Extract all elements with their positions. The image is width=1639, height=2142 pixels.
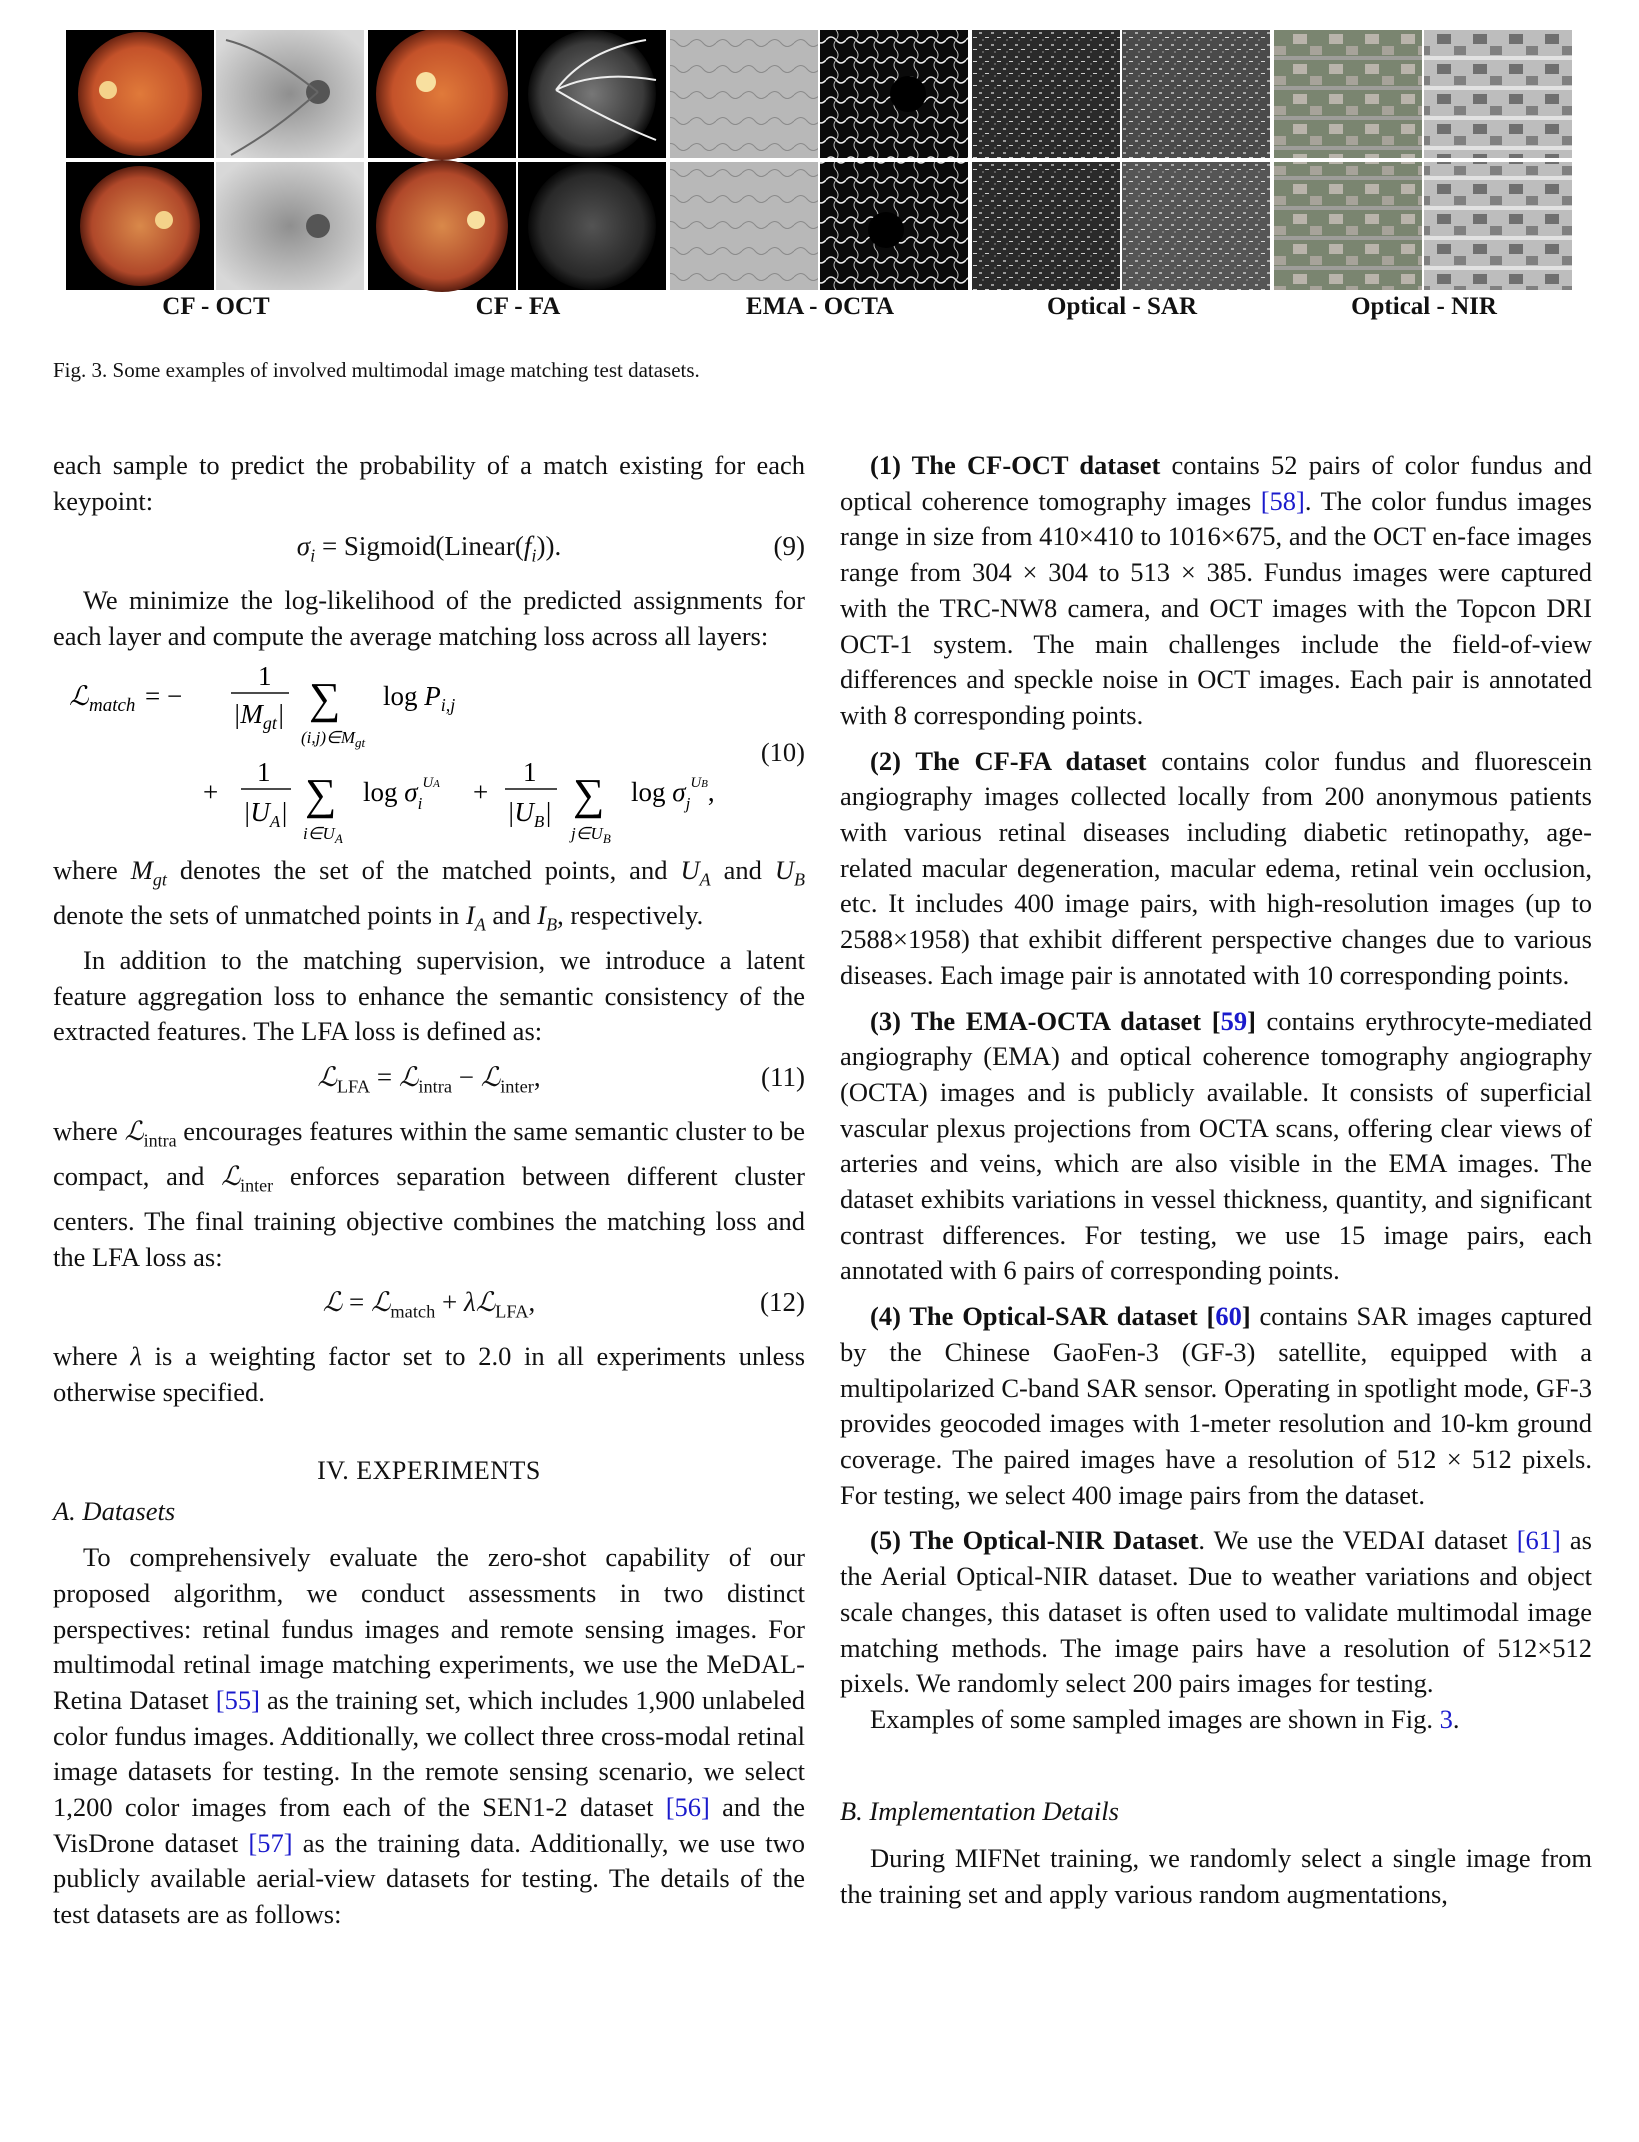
cf-fa-row1	[368, 30, 666, 160]
svg-text:log σiUA: $\log \sigma_i^{UA}$	[363, 774, 440, 813]
figure-3	[66, 30, 1576, 292]
ema-octa-row1	[670, 30, 968, 158]
paragraph: Examples of some sampled images are shown in Fig. 3.	[870, 1703, 1460, 1734]
citation-link[interactable]: [57]	[248, 1827, 293, 1858]
subsection-heading: A. Datasets	[53, 1496, 176, 1527]
equation-number: (11)	[761, 1061, 805, 1092]
paragraph: In addition to the matching supervision, we introduce a latent feature aggregation loss to enhance the semantic consistency of the extracted features. The LFA loss is defined as:	[53, 944, 805, 1047]
paragraph: We minimize the log-likelihood of the predicted assignments for each layer and compute the average matching loss across all layers:	[53, 585, 805, 652]
svg-text:j∈UB: $j\in U_B$	[571, 823, 611, 846]
paragraph: where $M_{gt}$ denotes the set of the matched points, and $U_A$ and $U_B$ denote the sets of unmatched points in $I_A$ and $I_B$, respectively.	[53, 854, 806, 935]
citation-link[interactable]: [55]	[215, 1684, 260, 1715]
svg-text:= −: = −	[145, 680, 183, 711]
paragraph: where ℒ$_{intra}$ encourages features within the same semantic cluster to be compact, and ℒ$_{inter}$ enforces separation between different cluster centers. The final training objective combines the matching loss and the LFA loss as:	[53, 1115, 806, 1272]
svg-text:|Mgt|: $|M_{gt}|$	[233, 698, 285, 733]
svg-text:log Pi,j: $\log P_{i,j}$	[383, 680, 456, 715]
paragraph: (3) The EMA-OCTA dataset [59] contains erythrocyte-mediated angiography (EMA) and optical coherence tomography angiography (OCTA) images and is publicly available. It consists of superficial vascular plexus projections from OCTA scans, offering clear views of arteries and veins, which are also visible in the EMA images. The dataset exhibits variations in vessel thickness, quantity, and significant contrast differences. For testing, we use 15 image pairs, each annotated with 6 pairs of corresponding points.	[840, 1005, 1593, 1286]
figure-label-cf-oct: CF - OCT	[162, 293, 270, 320]
equation-11: ℒ$_{LFA}$ = ℒ$_{intra}$ − ℒ$_{inter}$, (11)	[317, 1061, 805, 1097]
svg-text:1: 1	[258, 662, 272, 691]
svg-text:+: +	[203, 776, 219, 807]
optical-sar-row1	[972, 30, 1270, 158]
svg-text:∑: ∑	[309, 673, 341, 723]
svg-text:1: 1	[523, 756, 537, 787]
optical-nir-row1	[1274, 30, 1572, 158]
ema-octa-row2	[670, 162, 968, 290]
svg-text:1: 1	[257, 756, 271, 787]
citation-link[interactable]: [61]	[1516, 1525, 1561, 1556]
figure-label-optical-nir: Optical - NIR	[1351, 293, 1497, 320]
optical-sar-row2	[972, 162, 1270, 290]
svg-text:ℒ: ℒ	[69, 680, 89, 711]
svg-text:i∈UA: $i\in U_A$	[303, 823, 343, 846]
citation-link[interactable]: 60	[1215, 1301, 1242, 1332]
paragraph: (5) The Optical-NIR Dataset. We use the VEDAI dataset [61] as the Aerial Optical-NIR dataset. Due to weather variations and object scale changes, this dataset is often used to validate multimodal image matching methods. The image pairs have a resolution of 512×512 pixels. We randomly select 200 pairs images for testing.	[840, 1525, 1592, 1699]
equation-number: (10)	[760, 736, 805, 767]
svg-text:∑: ∑	[573, 769, 605, 819]
cf-oct-row1	[66, 30, 364, 158]
paragraph: each sample to predict the probability of a match existing for each keypoint:	[53, 450, 805, 516]
right-column	[840, 448, 1592, 1913]
subsection-heading: B. Implementation Details	[840, 1795, 1119, 1826]
svg-text:+: +	[473, 776, 489, 807]
figure-caption: Fig. 3. Some examples of involved multimodal image matching test datasets.	[53, 358, 700, 382]
citation-link[interactable]: 59	[1220, 1005, 1248, 1036]
svg-text:match: match	[89, 694, 136, 716]
figure-image-grid	[66, 30, 1576, 292]
cf-oct-row2	[66, 162, 364, 290]
figure-label-optical-sar: Optical - SAR	[1047, 293, 1197, 320]
paragraph: (1) The CF-OCT dataset contains 52 pairs of color fundus and optical coherence tomography images [58]. The color fundus images range in size from 410×410 to 1016×675, and the OCT en-face images range from 304 × 304 to 513 × 385. Fundus images were captured with the TRC-NW8 camera, and OCT images with the Topcon DRI OCT-1 system. The main challenges include the field-of-view differences and speckle noise in OCT images. Each pair is annotated with 8 corresponding points.	[840, 450, 1593, 730]
paragraph: where λ is a weighting factor set to 2.0 in all experiments unless otherwise specified.	[53, 1341, 806, 1408]
optical-nir-row2	[1274, 162, 1572, 290]
paragraph: During MIFNet training, we randomly select a single image from the training set and apply various random augmentations,	[840, 1843, 1592, 1910]
equation-9: $\sigma_i$ = $Sigmoid(Linear(f_i))$. (9)	[296, 531, 805, 566]
figure-ref-link[interactable]: 3	[1439, 1703, 1453, 1734]
citation-link[interactable]: [56]	[665, 1792, 710, 1823]
paragraph: To comprehensively evaluate the zero-shot capability of our proposed algorithm, we conduct assessments in two distinct perspectives: retinal fundus images and remote sensing images. For multimodal retinal image matching experiments, we use the MeDAL-Retina Dataset [55] as the training set, which includes 1,900 unlabeled color fundus images. Additionally, we collect three cross-modal retinal image datasets for testing. In the remote sensing scenario, we select 1,200 color images from each of the SEN1-2 dataset [56] and the VisDrone dataset [57] as the training data. Additionally, we use two publicly available aerial-view datasets for testing. The details of the test datasets are as follows:	[53, 1542, 806, 1930]
svg-text:(i,j)∈Mgt: $(i,j)\in M_{gt}$	[301, 727, 366, 750]
svg-text:∑: ∑	[305, 769, 337, 819]
equation-number: (12)	[760, 1287, 805, 1318]
svg-text:|UB|: $|U_B|$	[507, 796, 552, 831]
section-heading: IV. EXPERIMENTS	[317, 1455, 541, 1485]
left-column	[53, 448, 805, 1933]
figure-label-ema-octa: EMA - OCTA	[745, 293, 895, 320]
svg-text:|UA|: $|U_A|$	[243, 796, 288, 831]
figure-label-cf-fa: CF - FA	[475, 293, 561, 320]
equation-number: (9)	[773, 531, 805, 562]
citation-link[interactable]: [58]	[1260, 485, 1305, 516]
paragraph: (2) The CF-FA dataset contains color fundus and fluorescein angiography images collected locally from 200 anonymous patients with various retinal diseases including diabetic retinopathy, age-related macular degeneration, macular edema, retinal vein occlusion, etc. It includes 400 image pairs, with high-resolution images (up to 2588×1958) that exhibit different perspective changes due to various diseases. Each image pair is annotated with 10 corresponding points.	[840, 745, 1592, 990]
equation-10	[53, 663, 805, 853]
paragraph: (4) The Optical-SAR dataset [60] contains SAR images captured by the Chinese GaoFen-3 (GF-3) satellite, equipped with a multipolarized C-band SAR sensor. Operating in spotlight mode, GF-3 provides geocoded images with 1-meter resolution and 10-km ground coverage. The paired images have a resolution of 512 × 512 pixels. For testing, we select 400 image pairs from the dataset.	[840, 1301, 1592, 1510]
cf-fa-row2	[368, 160, 666, 292]
equation-12: ℒ = ℒ$_{match}$ + λℒ$_{LFA}$, (12)	[322, 1287, 805, 1322]
svg-text:log σjUB,: $\log \sigma_j^{UB}$,	[631, 774, 715, 813]
